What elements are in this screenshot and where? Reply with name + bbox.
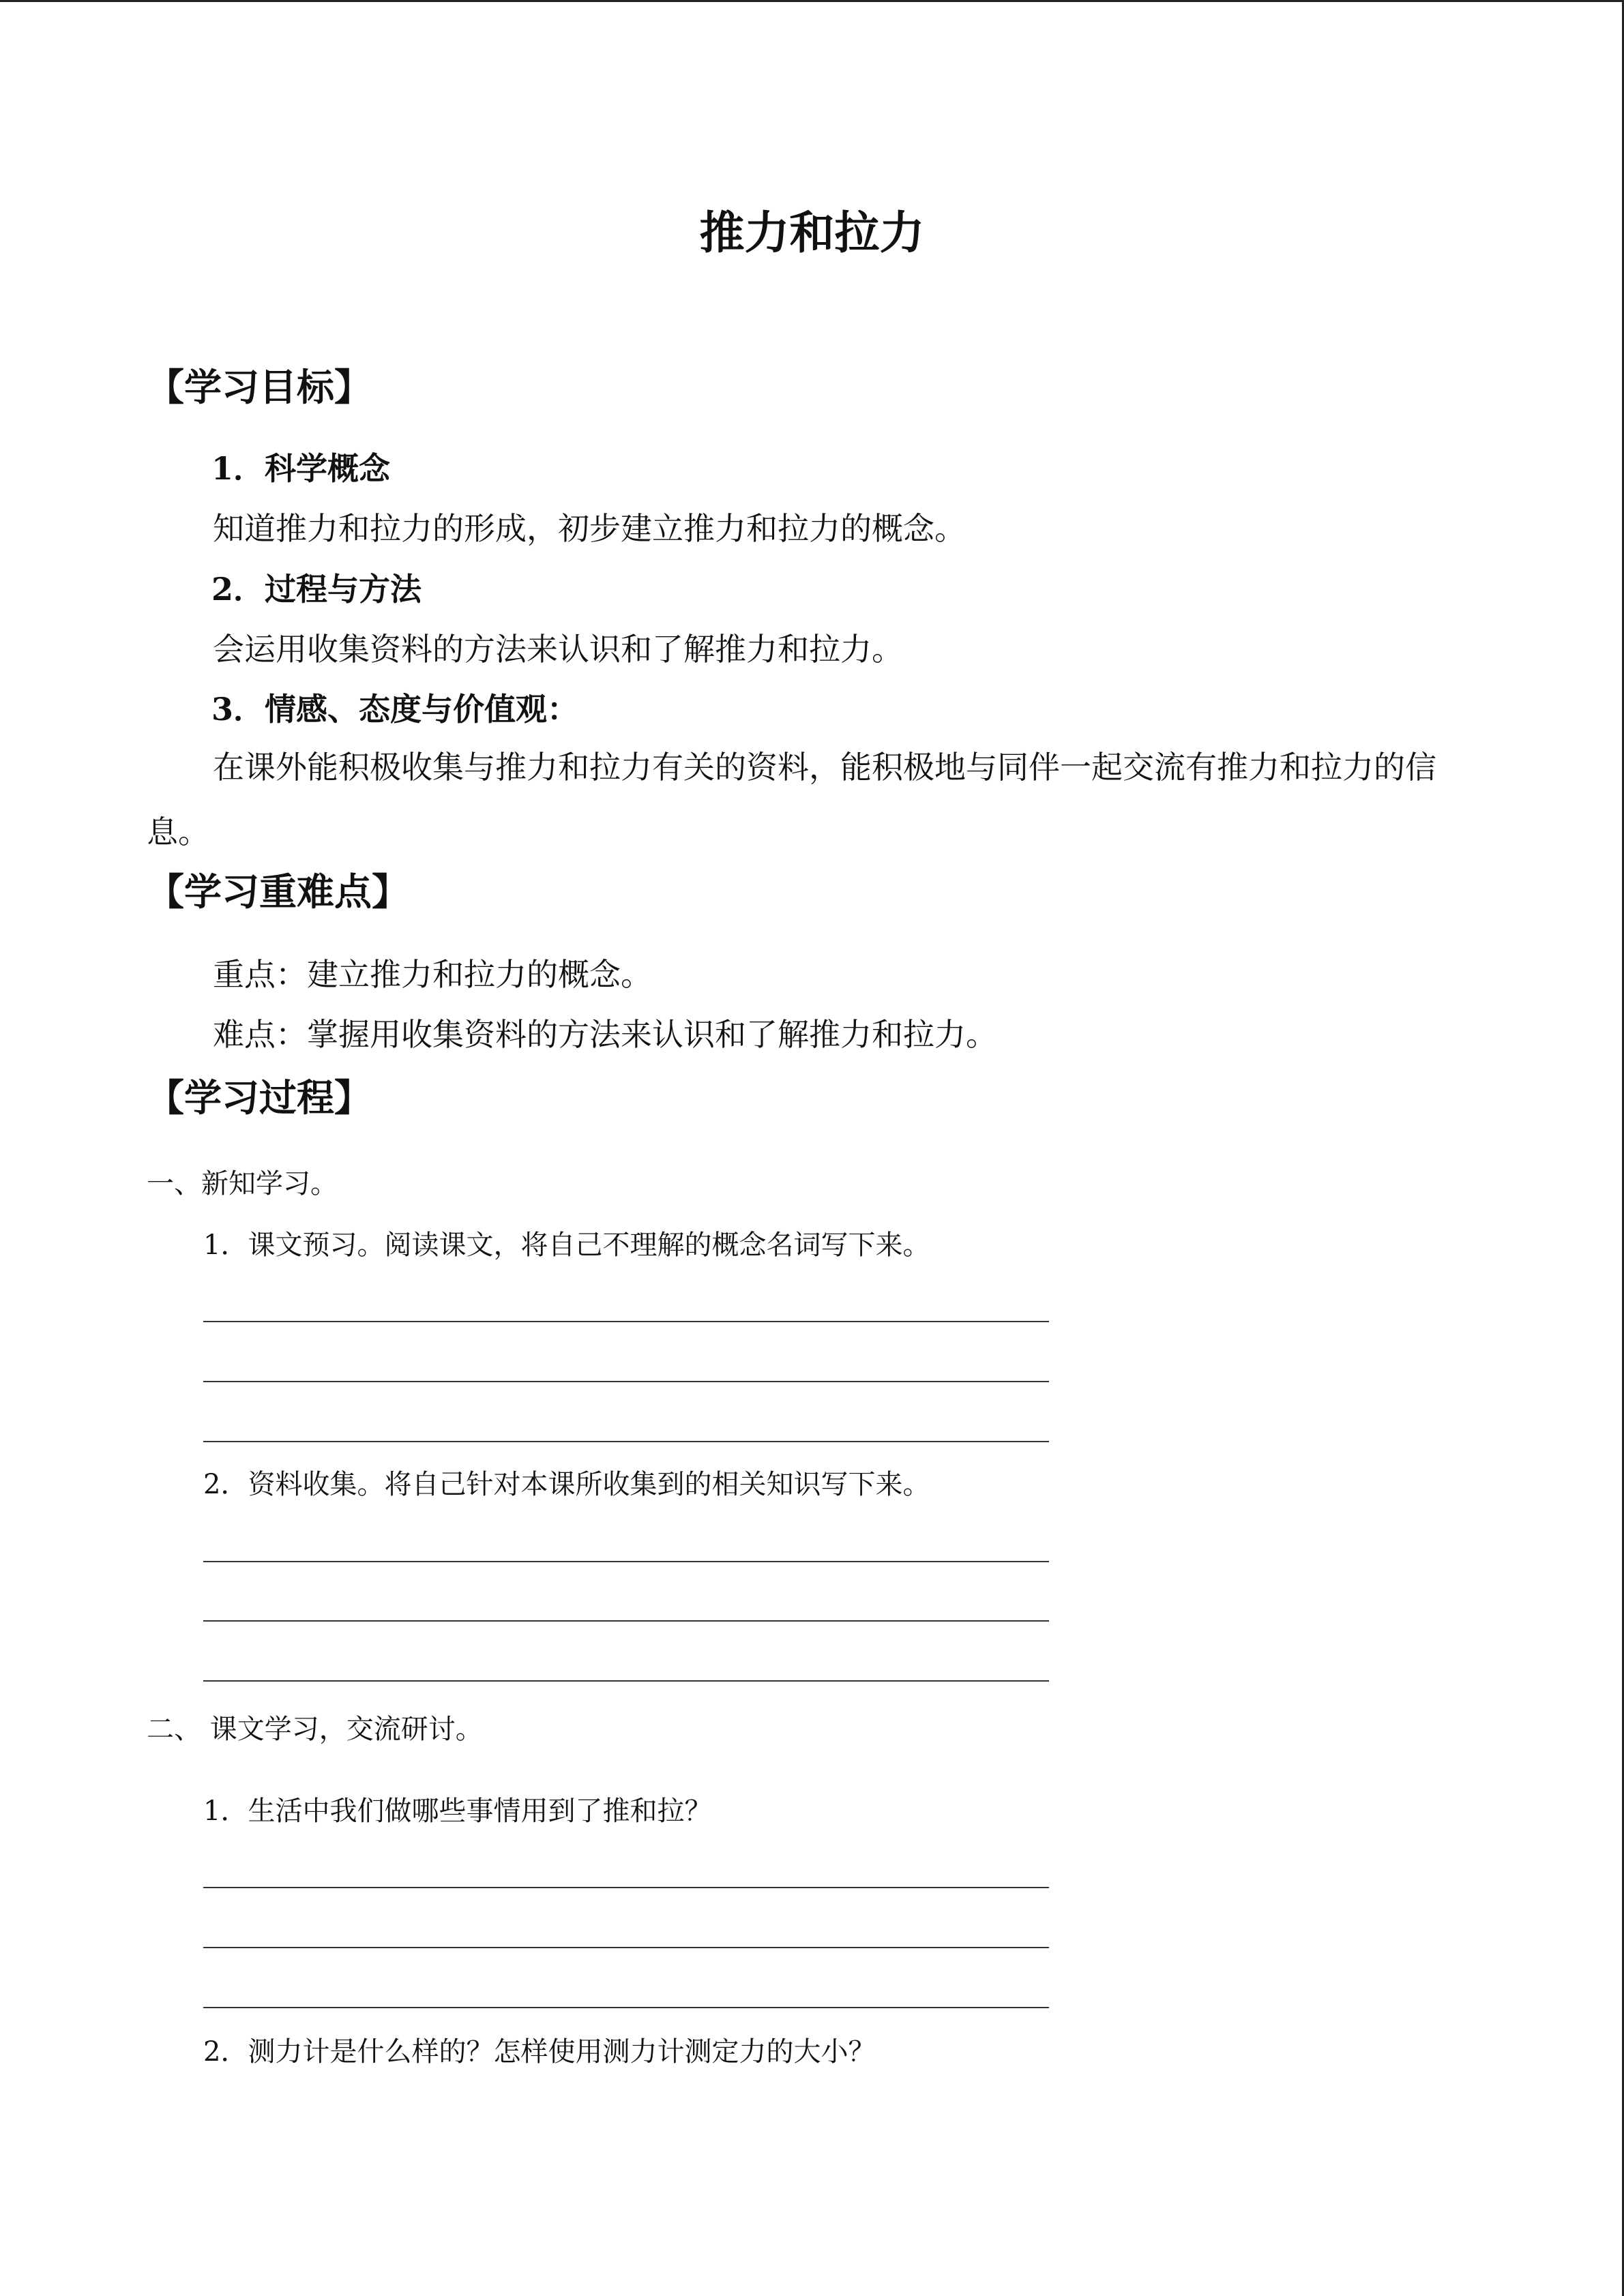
part1-title: 一、新知学习。	[147, 1168, 338, 1199]
objective-2-label: 2．过程与方法	[211, 571, 422, 608]
key-point-text: 重点：建立推力和拉力的概念。	[213, 956, 652, 993]
part1-question-1: 1．课文预习。阅读课文，将自己不理解的概念名词写下来。	[203, 1229, 930, 1261]
process-heading: 【学习过程】	[147, 1075, 372, 1120]
objective-1-text: 知道推力和拉力的形成，初步建立推力和拉力的概念。	[213, 510, 966, 547]
answer-line[interactable]	[203, 1321, 1049, 1322]
part2-question-1: 1．生活中我们做哪些事情用到了推和拉？	[203, 1795, 712, 1827]
objectives-heading: 【学习目标】	[147, 365, 372, 409]
answer-line[interactable]	[203, 2007, 1049, 2008]
part2-question-2: 2．测力计是什么样的？怎样使用测力计测定力的大小？	[203, 2036, 876, 2068]
part1-question-2: 2．资料收集。将自己针对本课所收集到的相关知识写下来。	[203, 1469, 930, 1500]
part2-title: 二、 课文学习，交流研讨。	[147, 1714, 483, 1745]
answer-line[interactable]	[203, 1441, 1049, 1442]
page-border-top	[0, 0, 1624, 2]
answer-line[interactable]	[203, 1947, 1049, 1948]
answer-line[interactable]	[203, 1561, 1049, 1562]
document-title: 推力和拉力	[699, 206, 925, 259]
objective-3-text: 在课外能积极收集与推力和拉力有关的资料，能积极地与同伴一起交流有推力和拉力的信息。	[147, 749, 1436, 850]
difficult-point-text: 难点：掌握用收集资料的方法来认识和了解推力和拉力。	[213, 1016, 997, 1053]
objective-2-text: 会运用收集资料的方法来认识和了解推力和拉力。	[213, 631, 903, 668]
answer-line[interactable]	[203, 1381, 1049, 1382]
answer-line[interactable]	[203, 1680, 1049, 1682]
answer-line[interactable]	[203, 1620, 1049, 1622]
objective-3-label: 3．情感、态度与价值观：	[211, 691, 579, 728]
objective-1-label: 1．科学概念	[211, 450, 391, 487]
key-points-heading: 【学习重难点】	[147, 869, 410, 914]
answer-line[interactable]	[203, 1887, 1049, 1888]
